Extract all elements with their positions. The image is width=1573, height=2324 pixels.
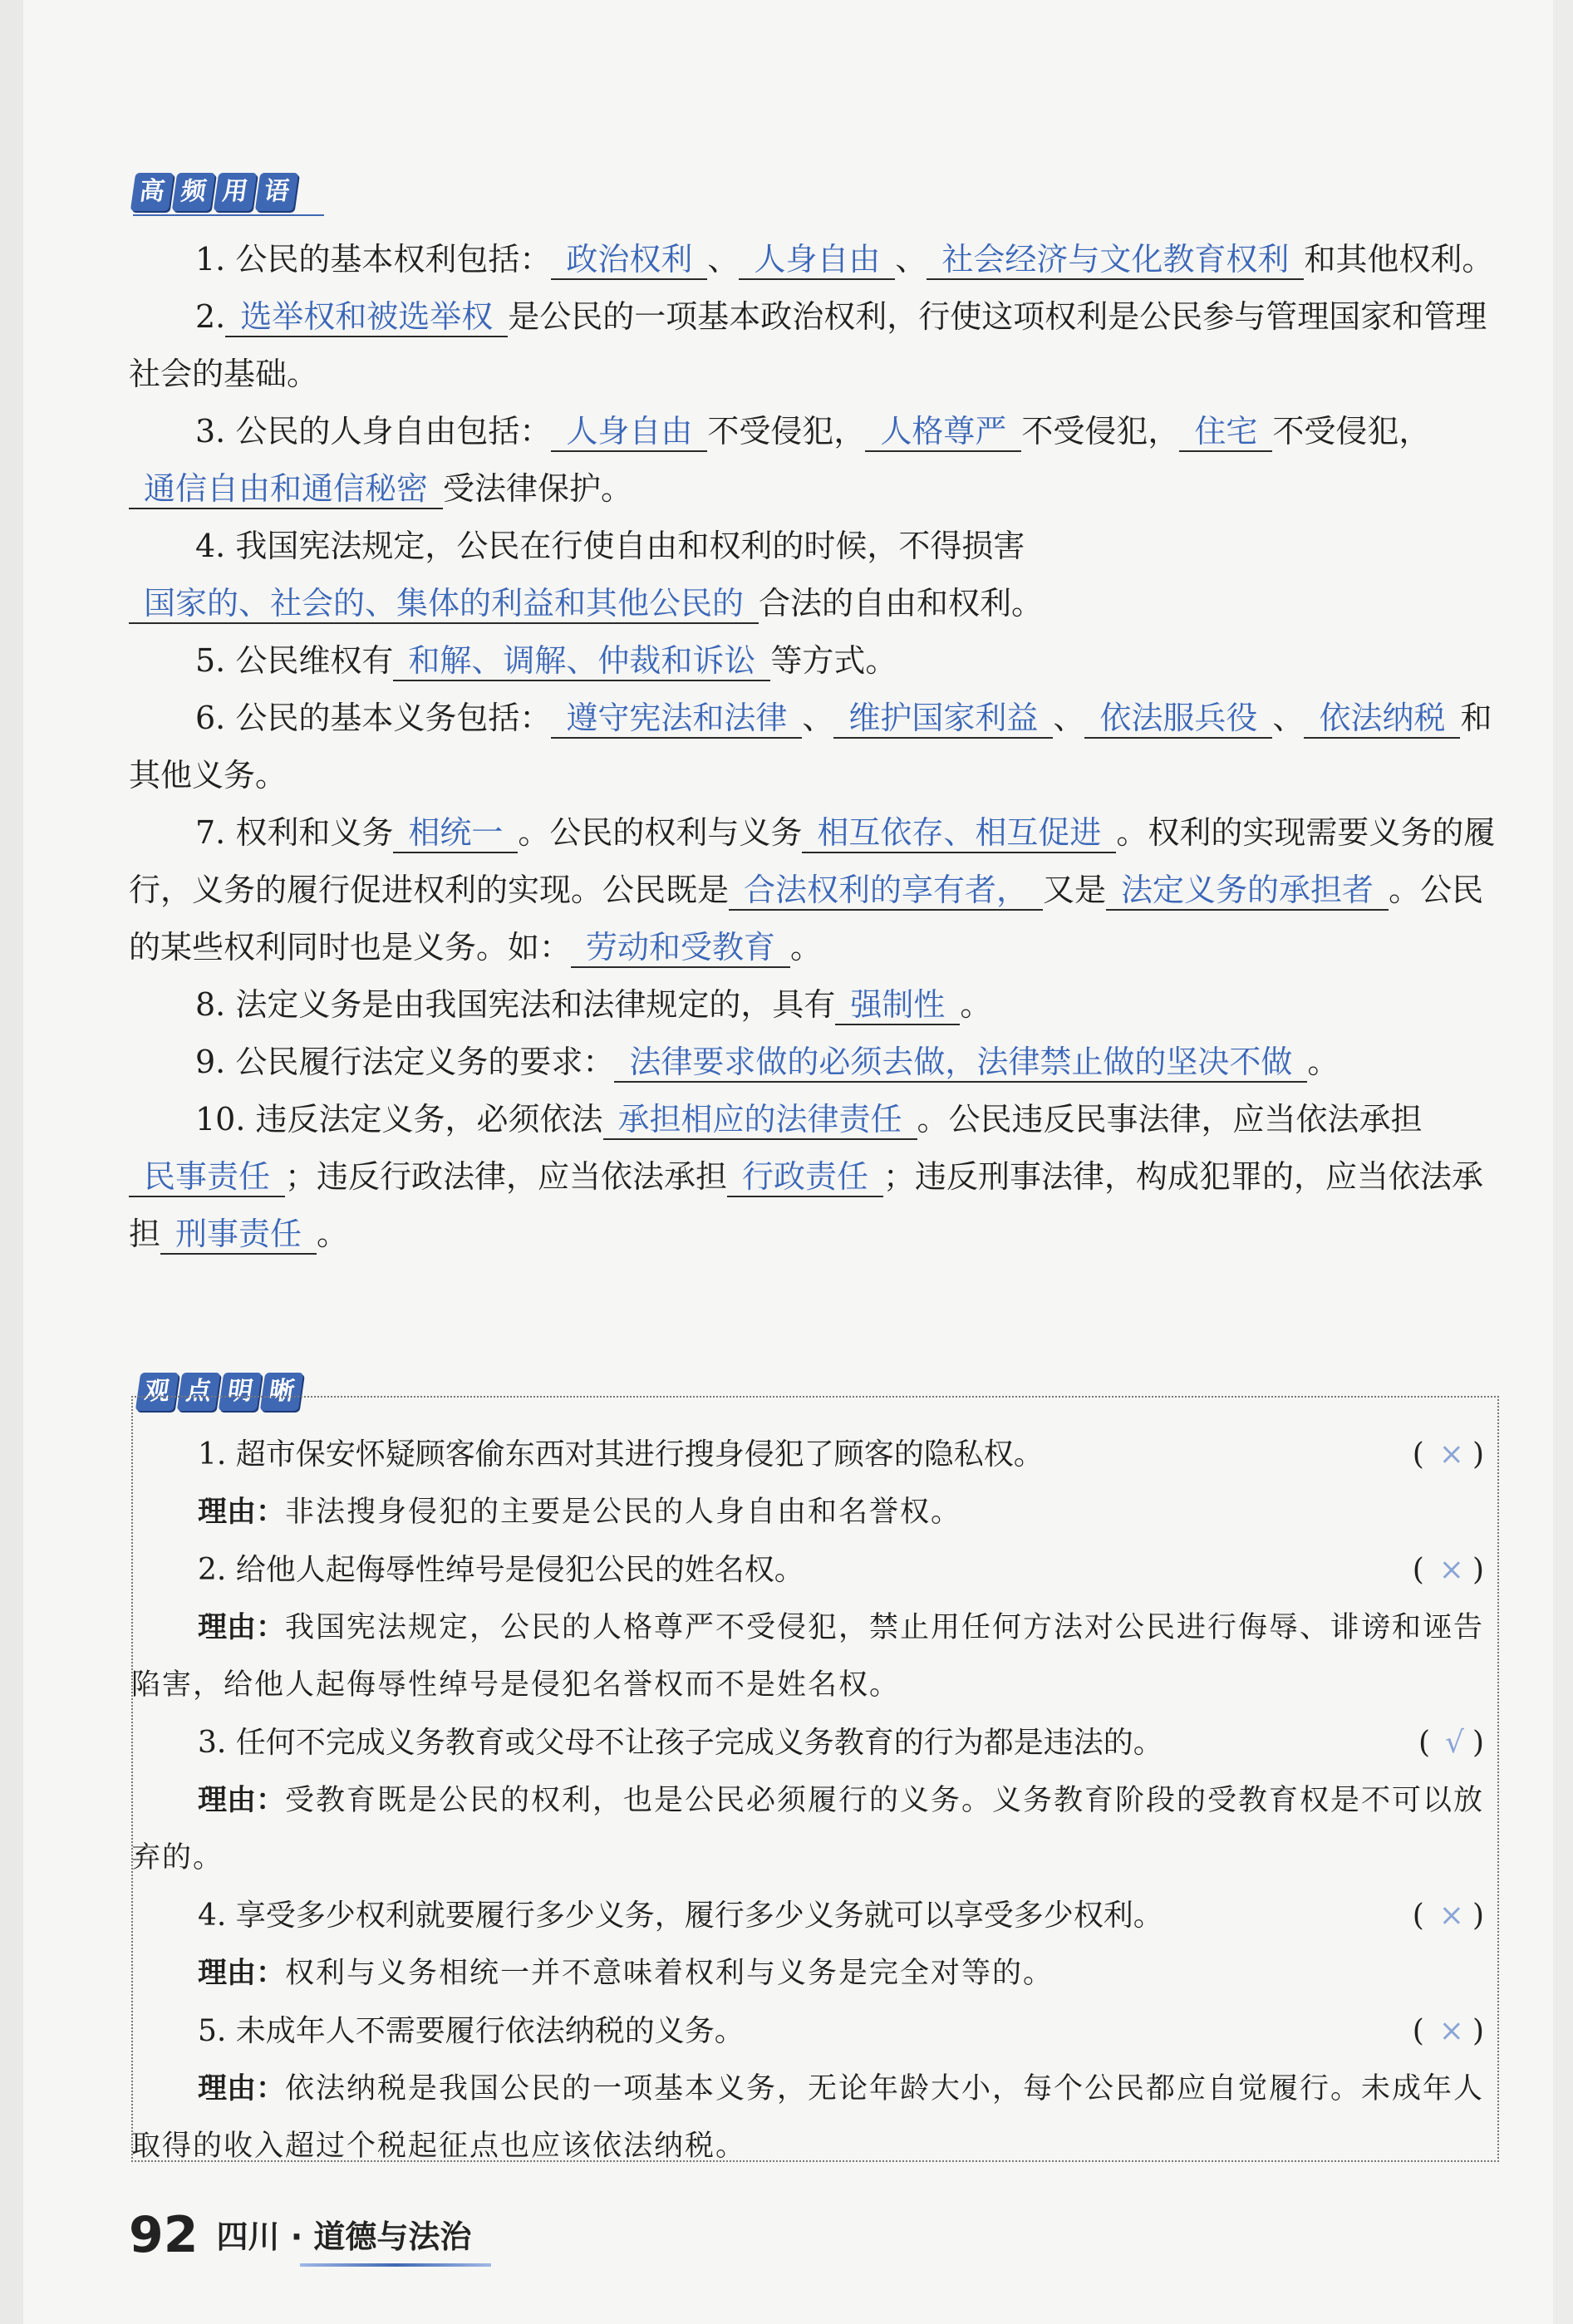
term-text: 受法律保护。 [443,470,633,507]
term-text: 等方式。 [770,642,897,679]
answer-blank: 承担相应的法律责任 [603,1100,917,1140]
term-item [129,804,1508,976]
answer-blank: 合法权利的享有者， [729,871,1043,911]
answer-blank: 民事责任 [129,1157,285,1197]
footer-title [217,2211,472,2260]
badge-char: 高 [130,173,174,211]
badge-char: 用 [214,173,257,211]
question-text: 1. 超市保安怀疑顾客偷东西对其进行搜身侵犯了顾客的隐私权。 [198,1437,1044,1472]
term-item [129,288,1508,403]
answer-blank: 依法纳税 [1304,699,1460,739]
term-text: 3. 公民的人身自由包括： [195,413,552,450]
footer-title-text: 四川 · 道德与法治 [216,2218,472,2255]
term-text: 。 [1307,1044,1340,1080]
term-text: 不受侵犯， [1021,413,1180,450]
page-number: 92 [129,2206,199,2264]
answer-parentheses: ( × ) [1412,1437,1491,1472]
reason-label: 理由： [198,1783,286,1817]
answer-blank: 法律要求做的必须去做，法律禁止做的坚决不做 [614,1043,1307,1083]
answer-blank: 依法服兵役 [1084,699,1272,739]
badge-char: 频 [172,173,215,211]
term-text: 5. 公民维权有 [195,642,394,679]
reason-body: 我国宪法规定，公民的人格尊严不受侵犯，禁止用任何方法对公民进行侮辱、诽谤和诬告陷害，给他人起侮辱性绰号是侵犯名誉权而不是姓名权。 [131,1611,1485,1702]
cross-mark: × [1438,1899,1464,1933]
reason-text [131,1771,1499,1887]
viewpoints-list [131,1426,1499,2175]
cross-mark: × [1438,2014,1464,2048]
answer-blank: 人身自由 [551,412,707,452]
term-text: ；违反刑事法律，构成犯罪的，应当依法承担 [129,1158,1484,1252]
term-text: 、 [1272,700,1305,736]
term-text: ；违反行政法律，应当依法承担 [285,1158,728,1195]
term-item [129,231,1508,288]
question-text: 2. 给他人起侮辱性绰号是侵犯公民的姓名权。 [198,1553,804,1587]
term-item [129,632,1508,690]
term-text: 。权利的实现需要义务的履行，义务的履行促进权利的实现。公民既是 [129,814,1496,908]
cross-mark: × [1438,1437,1464,1472]
term-text: 。 [790,929,823,965]
reason-text [131,1483,1499,1541]
answer-blank: 住宅 [1179,412,1272,452]
answer-parentheses: ( × ) [1412,1899,1491,1933]
answer-blank: 选举权和被选举权 [225,297,508,337]
judgment-question [131,1887,1499,1944]
judgment-question [131,2002,1499,2060]
judgment-question [131,1714,1499,1771]
term-text: 8. 法定义务是由我国宪法和法律规定的，具有 [195,986,836,1023]
question-text: 4. 享受多少权利就要履行多少义务，履行多少义务就可以享受多少权利。 [198,1899,1163,1933]
page-footer [129,2206,472,2264]
cross-mark: × [1438,1553,1464,1587]
term-text: 是公民的一项基本政治权利，行使这项权利是公民参与管理国家和管理社会的基础。 [129,298,1487,392]
term-text: 。 [317,1216,349,1252]
badge-char: 晰 [260,1373,303,1411]
answer-blank: 社会经济与文化教育权利 [927,240,1304,280]
answer-blank: 相统一 [393,813,518,853]
term-text: 不受侵犯， [707,413,866,450]
term-text: 7. 权利和义务 [195,814,394,851]
reason-text [131,1599,1499,1714]
answer-blank: 行政责任 [727,1157,883,1197]
term-text: 和其他权利。 [1304,241,1494,278]
reason-text [131,2060,1499,2175]
question-text: 3. 任何不完成义务教育或父母不让孩子完成义务教育的行为都是违法的。 [198,1726,1163,1760]
term-text: 4. 我国宪法规定，公民在行使自由和权利的时候，不得损害 [195,528,1025,564]
term-text: 1. 公民的基本权利包括： [195,241,552,278]
badge-char: 观 [135,1373,179,1411]
term-item [129,518,1508,632]
answer-blank: 刑事责任 [160,1215,317,1255]
footer-underline [300,2263,491,2267]
term-text: 10. 违反法定义务，必须依法 [195,1101,603,1137]
answer-blank: 人身自由 [739,240,895,280]
answer-blank: 通信自由和通信秘密 [129,469,443,509]
answer-parentheses: ( × ) [1412,1553,1491,1587]
term-text: 、 [895,241,927,278]
term-text: 、 [802,700,834,736]
term-text: 。公民的权利与义务 [518,814,803,851]
term-item [129,1091,1508,1263]
term-text: 、 [1053,700,1085,736]
judgment-question [131,1426,1499,1483]
term-text: 6. 公民的基本义务包括： [195,700,552,736]
answer-blank: 劳动和受教育 [571,928,790,968]
term-text: 、 [707,241,740,278]
answer-blank: 法定义务的承担者 [1106,871,1389,911]
reason-label: 理由： [198,2071,286,2105]
answer-blank: 遵守宪法和法律 [551,699,802,739]
reason-body: 非法搜身侵犯的主要是公民的人身自由和名誉权。 [285,1496,962,1529]
term-text: 。公民的某些权利同时也是义务。如： [129,872,1484,965]
term-text: 。 [960,986,992,1023]
question-text: 5. 未成年人不需要履行依法纳税的义务。 [198,2014,745,2048]
reason-body: 权利与义务相统一并不意味着权利与义务是完全对等的。 [285,1957,1054,1990]
answer-blank: 国家的、社会的、集体的利益和其他公民的 [129,584,759,624]
judgment-question [131,1541,1499,1599]
term-item [129,403,1508,518]
answer-parentheses: ( √ ) [1418,1726,1491,1760]
term-text: 2. [195,298,226,335]
reason-label: 理由： [198,1495,286,1529]
section-badge-high-frequency [133,173,296,211]
answer-blank: 相互依存、相互促进 [802,813,1116,853]
answer-blank: 强制性 [835,985,960,1025]
term-text: 又是 [1043,872,1107,908]
reason-label: 理由： [198,1956,286,1990]
answer-parentheses: ( × ) [1412,2014,1491,2048]
reason-label: 理由： [198,1610,286,1644]
answer-blank: 和解、调解、仲裁和诉讼 [393,641,770,681]
badge-char: 点 [177,1373,220,1411]
answer-blank: 人格尊严 [865,412,1021,452]
term-text: 9. 公民履行法定义务的要求： [195,1044,615,1080]
page-edge-left [0,0,23,2324]
term-text: 。公民违反民事法律，应当依法承担 [917,1101,1423,1137]
reason-body: 依法纳税是我国公民的一项基本义务，无论年龄大小，每个公民都应自觉履行。未成年人取得的收入超过个税起征点也应该依法纳税。 [131,2072,1485,2163]
reason-text [131,1944,1499,2002]
page-edge-right [1553,0,1573,2324]
term-text: 和其他义务。 [129,700,1492,794]
badge-char: 语 [255,173,298,211]
term-item [129,690,1508,804]
badge-char: 明 [219,1373,262,1411]
high-frequency-terms-list [129,231,1508,1263]
term-text: 不受侵犯， [1272,413,1431,450]
term-item [129,1034,1508,1091]
check-mark: √ [1445,1726,1464,1760]
term-text: 合法的自由和权利。 [759,585,1044,622]
answer-blank: 政治权利 [551,240,707,280]
answer-blank: 维护国家利益 [833,699,1053,739]
reason-body: 受教育既是公民的权利，也是公民必须履行的义务。义务教育阶段的受教育权是不可以放弃的。 [131,1784,1485,1874]
term-item [129,976,1508,1034]
